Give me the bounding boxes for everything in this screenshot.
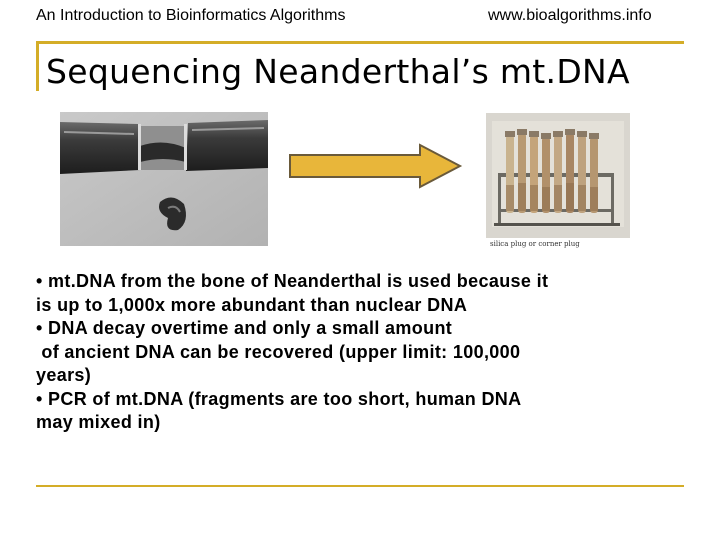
bullet-line: of ancient DNA can be recovered (upper limit: 100,000 <box>36 341 521 362</box>
bullet-list <box>36 270 696 435</box>
title-frame-left <box>36 41 39 91</box>
bullet-line: • PCR of mt.DNA (fragments are too short, human DNA <box>36 388 522 409</box>
bullet-line: • mt.DNA from the bone of Neanderthal is used because it <box>36 271 549 291</box>
test-tubes-photo <box>486 113 630 239</box>
title-frame-top <box>36 41 684 44</box>
right-arrow-icon <box>288 143 464 189</box>
photo-caption: silica plug or corner plug <box>486 238 630 252</box>
course-title: An Introduction to Bioinformatics Algorithms <box>36 7 346 24</box>
slide-title: Sequencing Neanderthal’s mt.DNA <box>46 52 630 91</box>
website-url: www.bioalgorithms.info <box>488 7 652 24</box>
bone-photo <box>60 112 268 246</box>
bullet-line: years) <box>36 365 92 385</box>
bottom-divider <box>36 485 684 487</box>
bullet-line: may mixed in) <box>36 412 161 432</box>
bullet-line: is up to 1,000x more abundant than nuclear DNA <box>36 294 468 315</box>
bullet-line: • DNA decay overtime and only a small amount <box>36 318 453 338</box>
